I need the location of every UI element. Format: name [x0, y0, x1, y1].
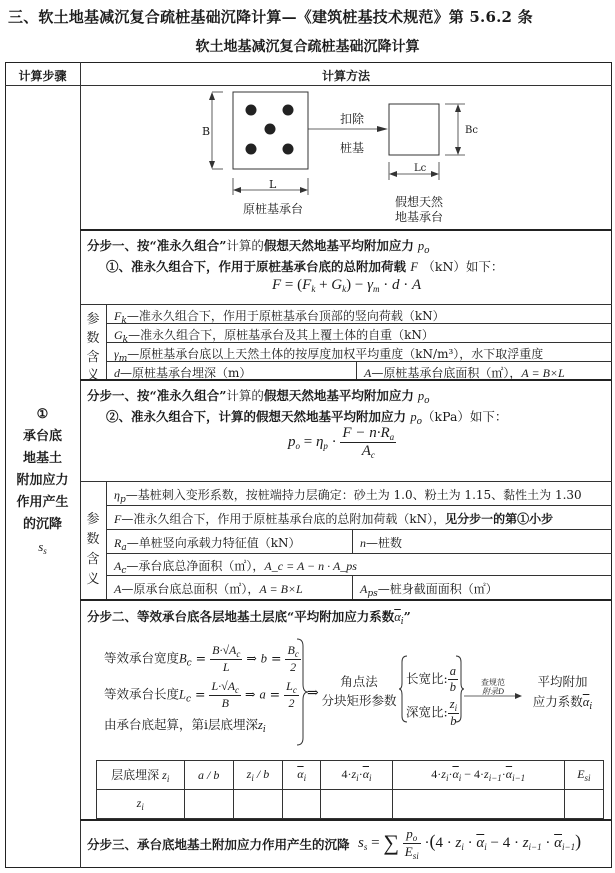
table-row: [97, 790, 604, 819]
step1a-subtitle: ①、准永久组合下，作用于原桩基承台底的总附加荷载 F （kN）如下：: [106, 259, 504, 274]
lookup-arrow: [464, 692, 524, 700]
param-Aps: $A_{ps}—$桩身截面面积（㎡）: [360, 582, 498, 599]
cell-empty: [321, 790, 392, 819]
step1b-subtitle: ②、准永久组合下，计算的假想天然地基平均附加应力 $p_o(kPa)$如下：: [106, 409, 508, 427]
ratio-depth-width: 深宽比: $\frac{z_i}{b}$: [406, 697, 458, 728]
cell-zi: $z_i$: [97, 790, 185, 819]
section-heading: 三、软土地基减沉复合疏桩基础沉降计算—《建筑桩基技术规范》第 5.6.2 条: [8, 8, 533, 26]
layer-table: [96, 760, 604, 819]
col-4z-alpha: $4\cdot z_i\cdot\overline{\alpha}_i$: [321, 761, 392, 790]
cell-empty: [392, 790, 564, 819]
formula-po: $p_o = \eta_p$ · $\frac{F - n\cdot R_a}{A_c}$: [288, 425, 395, 460]
header-step: 计算步骤: [18, 69, 67, 83]
arrow-label-deduct: 扣除: [340, 112, 365, 126]
equiv-length: 等效承台长度$L_c$ = $\frac{L\cdot√A_c}{B}$ ⇒ a = $\frac{L_c}{2}$: [104, 679, 297, 710]
pile-cap-diagram: [80, 85, 612, 230]
param-F: F—准永久组合下，作用于原桩基承台底的总附加荷载（kN），见分步一的第①小步: [114, 512, 554, 526]
col-layer-depth: 层底埋深 $z_i$: [97, 761, 185, 790]
cell-empty: [184, 790, 233, 819]
table-title: 软土地基减沉复合疏桩基础沉降计算: [195, 39, 420, 55]
param-Fk: $F_k—$准永久组合下，作用于原桩基承台顶部的竖向荷载（kN）: [114, 309, 445, 326]
caption-original-cap: 原桩基承台: [243, 202, 304, 216]
arrow-label-pile: 桩基: [340, 141, 365, 155]
table-header-row: [97, 761, 604, 790]
cell-empty: [283, 790, 321, 819]
dim-label-B: B: [202, 125, 211, 138]
cell-empty: [564, 790, 603, 819]
param-A-total: A—原承台底总面积（㎡），A = B×L: [114, 582, 303, 596]
caption-natural-cap-1: 假想天然: [395, 195, 444, 209]
step-number: ①: [36, 407, 49, 422]
method-rect-params: 分块矩形参数: [321, 693, 397, 708]
ratio-length-width: 长宽比: $\frac{a}{b}$: [406, 664, 456, 694]
step1b-title: 分步一、按“准永久组合”计算的假想天然地基平均附加应力 $p_o$: [87, 388, 430, 406]
method-corner: 角点法: [340, 674, 378, 689]
lookup-appendix-top: 查规范: [481, 678, 505, 687]
param-d: d—原桩基承台埋深（m）: [114, 366, 252, 380]
param-eta-p: $\eta_p—$基桩刺入变形系数，按桩端持力层确定：砂土为 1.0、粉土为 1.15、黏性土为 1.30: [114, 488, 582, 505]
formula-settlement: $s_s$ = ∑ $\frac{p_o}{E_{si}}$ $\cdot(4 \cdot z_i \cdot \overline{\alpha}_i - 4 \cdot z_{i-1} \cdot \overline{\alpha}_{i-1})$: [358, 826, 582, 861]
col-z-over-b: $z_i$ / b: [233, 761, 282, 790]
dim-label-L: L: [269, 178, 277, 191]
col-a-over-b: a / b: [184, 761, 233, 790]
result-coefficient-2: 应力系数$\overline{\alpha}_i$: [532, 694, 593, 712]
col-alpha-bar: $\overline{\alpha}_i$: [283, 761, 321, 790]
col-increment: $4\cdot z_i\cdot\overline{\alpha}_i - 4\cdot z_{i-1}\cdot\overline{\alpha}_{i-1}$: [392, 761, 564, 790]
param-gamma-m: $\gamma_m—$原桩基承台底以上天然土体的按厚度加权平均重度（kN/m³），水下取浮重度: [114, 347, 544, 364]
step2-title: 分步二、等效承台底各层地基土层底“平均附加应力系数$\overline{\alpha}_i$”: [87, 609, 411, 627]
caption-natural-cap-2: 地基承台: [395, 210, 444, 224]
param-Ra: $R_a—$单桩竖向承载力特征值（kN）: [114, 536, 301, 553]
cell-empty: [233, 790, 282, 819]
dim-label-Lc: Lc: [414, 163, 427, 174]
lookup-appendix-bottom: 附录D: [482, 687, 504, 696]
result-coefficient-1: 平均附加: [537, 674, 588, 689]
step-label: ① 承台底 地基土 附加应力 作用产生 的沉降 $s_s$: [5, 404, 80, 562]
param-Ac: $A_c—$承台底总净面积（㎡），A_c = A − n · A_ps: [114, 559, 357, 576]
param-A: A—原桩基承台底面积（㎡），A = B×L: [364, 366, 565, 380]
param-n: n—桩数: [360, 536, 403, 550]
header-method: 计算方法: [321, 69, 370, 83]
formula-F: $F = (F_k + G_k) - \gamma_m \cdot d \cdot A$: [272, 277, 422, 294]
equiv-width: 等效承台宽度$B_c$ = $\frac{B\cdot√A_c}{L}$ ⇒ b = $\frac{B_c}{2}$: [104, 643, 299, 674]
step1a-title: 分步一、按“准永久组合”计算的假想天然地基平均附加应力 $p_o$: [87, 238, 430, 256]
dim-label-Bc: Bc: [465, 125, 478, 136]
step3-title: 分步三、承台底地基土附加应力作用产生的沉降: [87, 837, 350, 852]
implies-arrow: ⇒: [307, 685, 319, 701]
param-Gk: $G_k—$准永久组合下，原桩基承台及其上覆土体的自重（kN）: [114, 328, 434, 345]
layer-depth-note: 由承台底起算，第i层底埋深$z_i$: [104, 717, 266, 735]
col-Esi: $E_{si}$: [564, 761, 603, 790]
